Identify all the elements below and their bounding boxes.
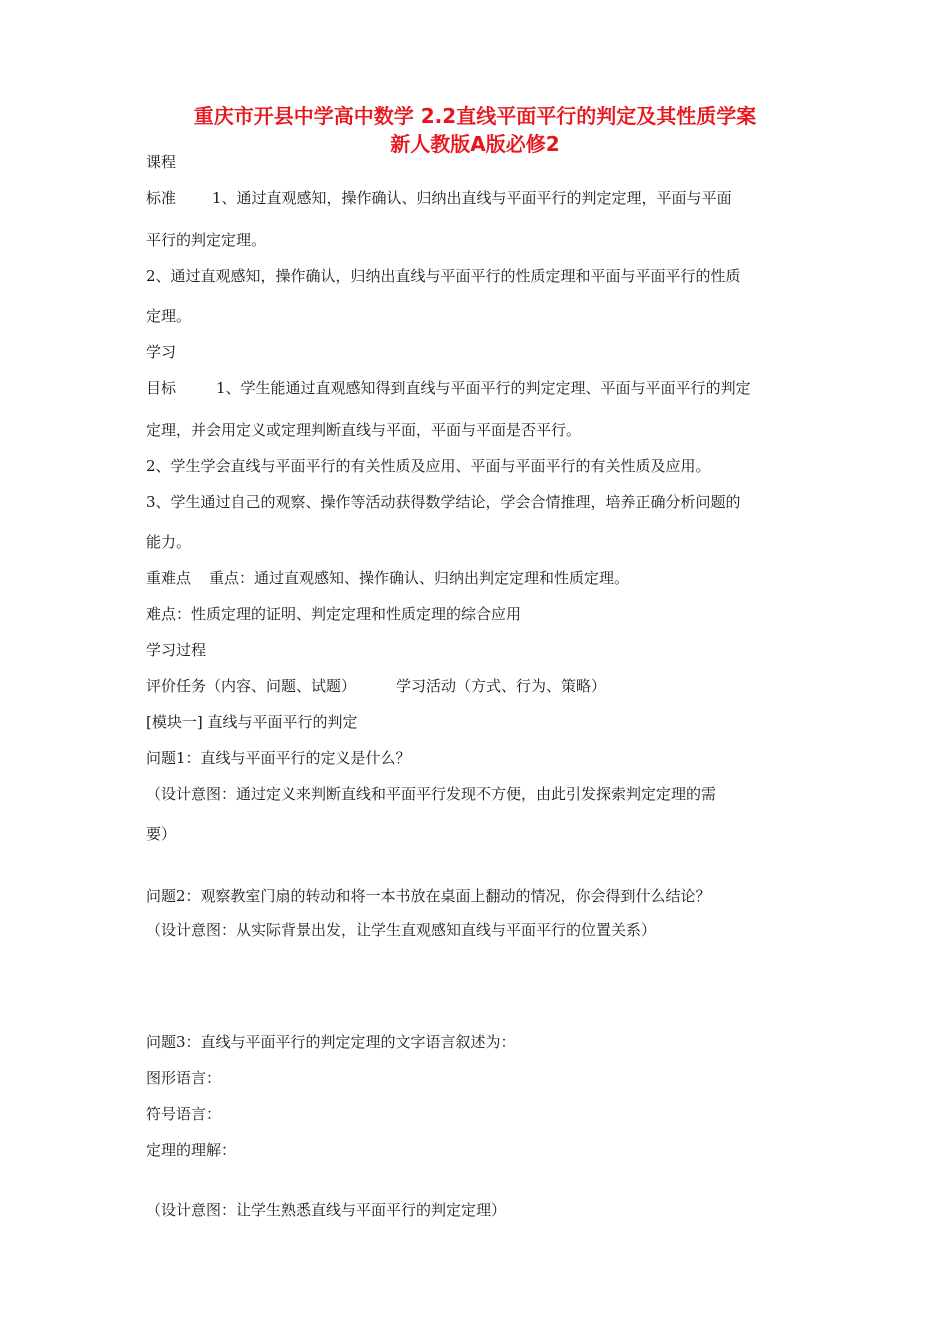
course-standard-row [146, 188, 732, 208]
question3-symbol-language: 符号语言： [146, 1105, 222, 1123]
question2: 问题2：观察教室门扇的转动和将一本书放在桌面上翻动的情况，你会得到什么结论？ [146, 887, 711, 905]
learning-goals-item1-b: 定理，并会用定义或定理判断直线与平面，平面与平面是否平行。 [146, 421, 582, 439]
course-standard-item1-b: 平行的判定定理。 [146, 231, 267, 249]
learning-goals-label-a: 学习 [146, 343, 177, 361]
learning-goals-item3-b: 能力。 [146, 533, 192, 551]
course-standard-item1-a: 1、通过直观感知，操作确认、归纳出直线与平面平行的判定定理，平面与平面 [212, 189, 732, 207]
question3: 问题3：直线与平面平行的判定定理的文字语言叙述为： [146, 1033, 516, 1051]
question1-intent-a: （设计意图：通过定义来判断直线和平面平行发现不方便，由此引发探索判定定理的需 [146, 785, 717, 803]
question3-graph-language: 图形语言： [146, 1069, 222, 1087]
key-points-label: 重难点 [146, 569, 192, 587]
question3-understanding: 定理的理解： [146, 1141, 237, 1159]
process-heading: 学习过程 [146, 641, 207, 659]
process-columns [146, 676, 606, 696]
learning-goals-item2: 2、学生学会直线与平面平行的有关性质及应用、平面与平面平行的有关性质及应用。 [146, 457, 711, 475]
process-col1: 评价任务（内容、问题、试题） [146, 677, 357, 695]
learning-goals-item1-a: 1、学生能通过直观感知得到直线与平面平行的判定定理、平面与平面平行的判定 [216, 379, 751, 397]
module1-heading: [模块一] 直线与平面平行的判定 [146, 713, 358, 731]
course-standard-item2-b: 定理。 [146, 307, 192, 325]
course-standard-label-b: 标准 [146, 189, 177, 207]
course-standard-label-a: 课程 [146, 153, 177, 171]
learning-goals-item3-a: 3、学生通过自己的观察、操作等活动获得数学结论，学会合情推理，培养正确分析问题的 [146, 493, 741, 511]
question2-intent: （设计意图：从实际背景出发，让学生直观感知直线与平面平行的位置关系） [146, 921, 657, 939]
process-col2: 学习活动（方式、行为、策略） [396, 677, 607, 695]
key-points-difficult: 难点：性质定理的证明、判定定理和性质定理的综合应用 [146, 605, 522, 623]
learning-goals-row [146, 378, 751, 398]
key-points-row [146, 568, 629, 588]
question1-intent-b: 要） [146, 825, 177, 843]
learning-goals-label-b: 目标 [146, 379, 177, 397]
document-title-line2: 新人教版A版必修2 [390, 132, 560, 156]
document-title-line1: 重庆市开县中学高中数学 2.2直线平面平行的判定及其性质学案 [193, 104, 757, 128]
key-points-key: 重点：通过直观感知、操作确认、归纳出判定定理和性质定理。 [209, 569, 630, 587]
question1: 问题1：直线与平面平行的定义是什么？ [146, 749, 411, 767]
course-standard-item2-a: 2、通过直观感知，操作确认，归纳出直线与平面平行的性质定理和平面与平面平行的性质 [146, 267, 741, 285]
question3-intent: （设计意图：让学生熟悉直线与平面平行的判定定理） [146, 1201, 507, 1219]
